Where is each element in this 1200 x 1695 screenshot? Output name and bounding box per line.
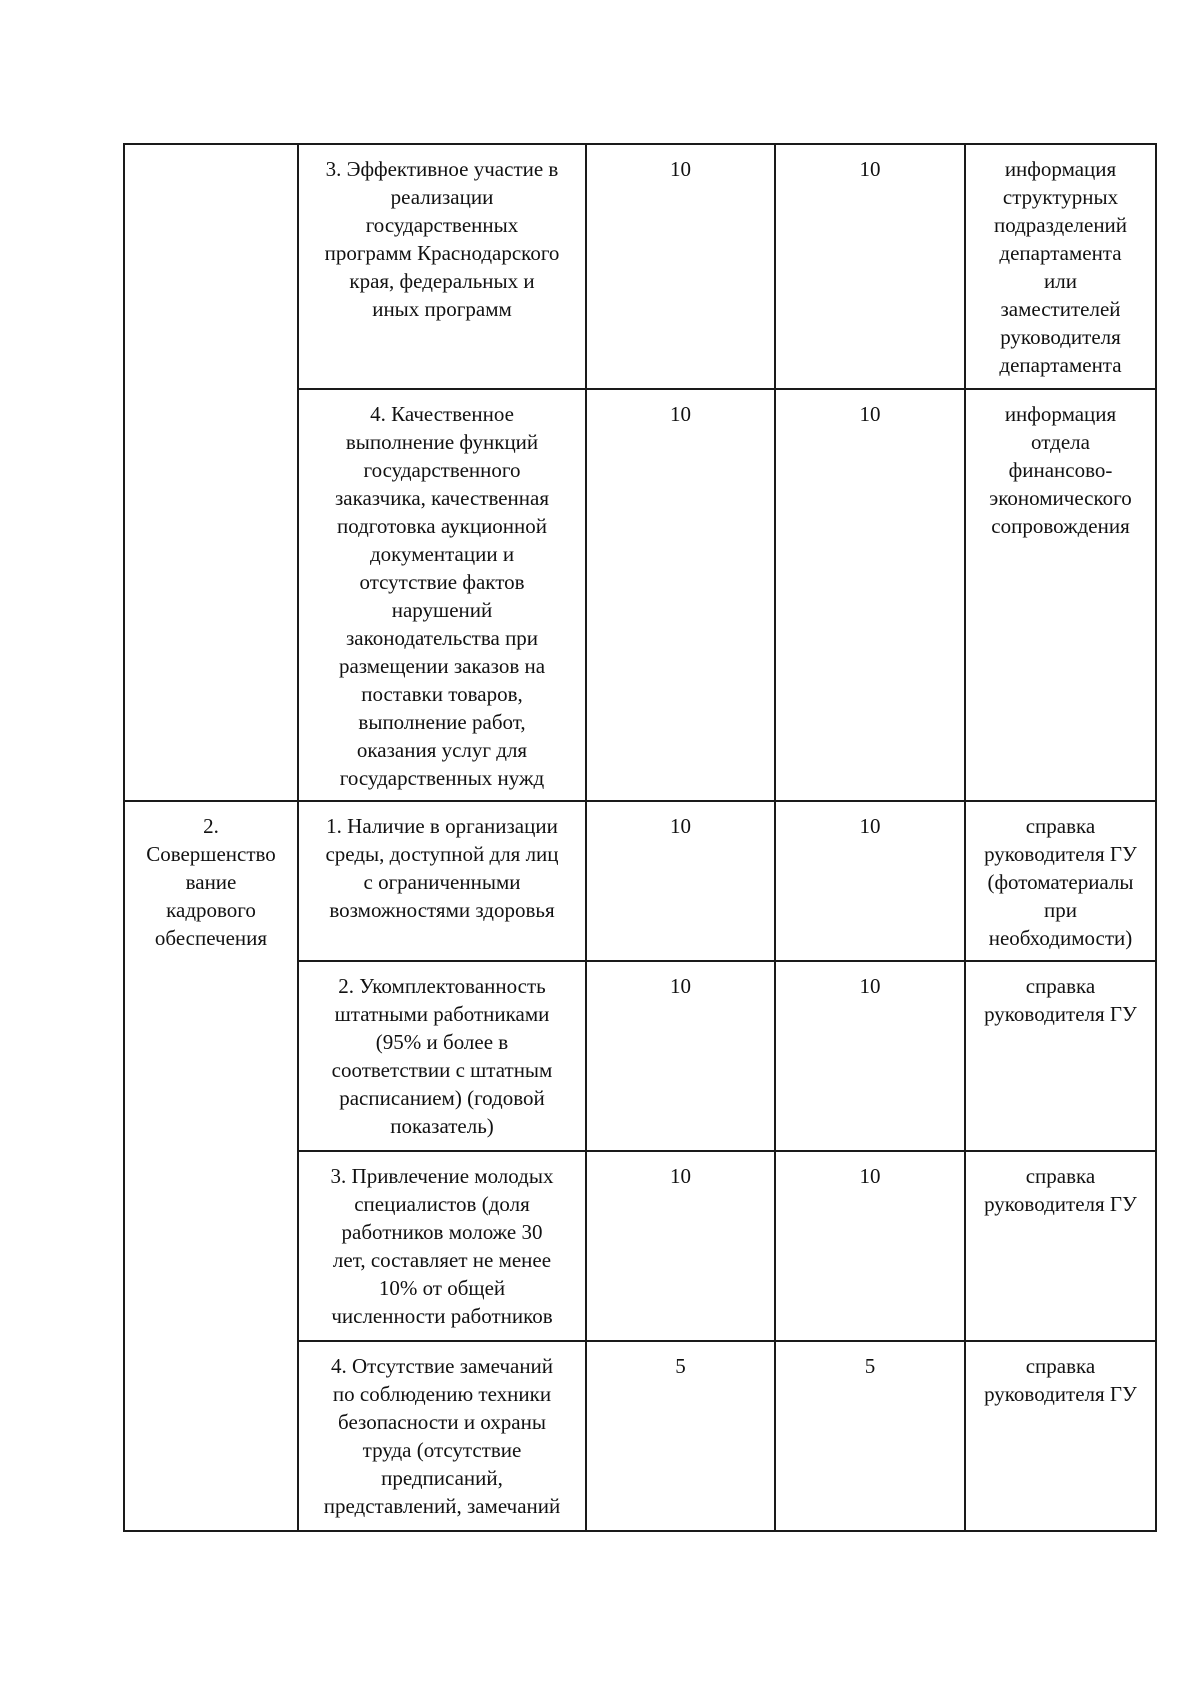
text-line: необходимости) [988, 926, 1133, 950]
text-line: 4. Качественное [370, 402, 514, 426]
text-line: Совершенство [146, 842, 276, 866]
text-line: соответствии с штатным [331, 1058, 553, 1082]
max-points-cell: 10 [586, 801, 775, 961]
text-line: размещении заказов на [338, 654, 546, 678]
points-cell: 10 [775, 389, 965, 801]
text-line: подразделений [993, 213, 1128, 237]
text-line: представлений, замечаний [323, 1494, 561, 1518]
text-line: 2. Укомплектованность [338, 974, 546, 998]
text-line: департамента [999, 241, 1122, 265]
text-line: по соблюдению техники [332, 1382, 552, 1406]
text-line: информация [1004, 402, 1117, 426]
text-line: возможностями здоровья [329, 898, 555, 922]
source-cell [965, 801, 1156, 961]
text-line: 10% от общей [378, 1276, 506, 1300]
text-line: руководителя [1000, 325, 1121, 349]
criterion-cell [298, 144, 586, 389]
text-line: среды, доступной для лиц [325, 842, 559, 866]
criteria-table-body [124, 144, 1156, 1531]
source-cell [965, 1341, 1156, 1531]
text-line: сопровождения [991, 514, 1130, 538]
text-line: штатными работниками [334, 1002, 550, 1026]
max-points-cell: 10 [586, 144, 775, 389]
text-line: специалистов (доля [354, 1192, 530, 1216]
text-line: вание [185, 870, 237, 894]
table-row [124, 144, 1156, 389]
text-line: 4. Отсутствие замечаний [330, 1354, 554, 1378]
points-cell: 10 [775, 1151, 965, 1341]
text-line: лет, составляет не менее [332, 1248, 552, 1272]
source-cell [965, 1151, 1156, 1341]
group-cell [124, 801, 298, 1531]
criterion-cell [298, 1151, 586, 1341]
points-cell: 10 [775, 961, 965, 1151]
text-line: труда (отсутствие [362, 1438, 522, 1462]
text-line: нарушений [391, 598, 493, 622]
text-line: работников моложе 30 [341, 1220, 543, 1244]
text-line: руководителя ГУ [984, 1192, 1137, 1216]
text-line: справка [1025, 814, 1096, 838]
text-line: расписанием) (годовой [339, 1086, 545, 1110]
text-line: государственных нужд [339, 766, 545, 790]
text-line: численности работников [331, 1304, 553, 1328]
text-line: 3. Привлечение молодых [330, 1164, 554, 1188]
text-line: справка [1025, 974, 1096, 998]
text-line: справка [1025, 1164, 1096, 1188]
max-points-cell: 10 [586, 961, 775, 1151]
text-line: 1. Наличие в организации [326, 814, 558, 838]
text-line: государственного [363, 458, 521, 482]
text-line: заказчика, качественная [334, 486, 550, 510]
text-line: оказания услуг для [356, 738, 528, 762]
text-line: предписаний, [381, 1466, 503, 1490]
text-line: государственных [365, 213, 519, 237]
text-line: программ Краснодарского [324, 241, 560, 265]
text-line: при [1044, 898, 1077, 922]
source-cell [965, 389, 1156, 801]
text-line: выполнение функций [345, 430, 539, 454]
text-line: края, федеральных и [349, 269, 535, 293]
text-line: с ограниченными [363, 870, 521, 894]
max-points-cell: 10 [586, 389, 775, 801]
criteria-table [123, 143, 1157, 1532]
text-line: (фотоматериалы [987, 870, 1134, 894]
text-line: 2. [203, 814, 219, 838]
text-line: экономического [989, 486, 1132, 510]
text-line: кадрового [166, 898, 256, 922]
text-line: информация [1004, 157, 1117, 181]
text-line: заместителей [1000, 297, 1121, 321]
criterion-cell [298, 801, 586, 961]
points-cell: 10 [775, 144, 965, 389]
group-cell [124, 144, 298, 801]
text-line: отсутствие фактов [359, 570, 525, 594]
source-cell [965, 961, 1156, 1151]
text-line: структурных [1002, 185, 1119, 209]
text-line: подготовка аукционной [336, 514, 548, 538]
text-line: документации и [369, 542, 515, 566]
criterion-cell [298, 1341, 586, 1531]
text-line: справка [1025, 1354, 1096, 1378]
text-line: руководителя ГУ [984, 842, 1137, 866]
points-cell: 5 [775, 1341, 965, 1531]
text-line: безопасности и охраны [338, 1410, 546, 1434]
table-row [124, 801, 1156, 961]
criterion-cell [298, 961, 586, 1151]
text-line: показатель) [390, 1114, 494, 1138]
source-cell [965, 144, 1156, 389]
text-line: руководителя ГУ [984, 1002, 1137, 1026]
max-points-cell: 5 [586, 1341, 775, 1531]
points-cell: 10 [775, 801, 965, 961]
criterion-cell [298, 389, 586, 801]
text-line: 3. Эффективное участие в [325, 157, 559, 181]
text-line: финансово- [1008, 458, 1113, 482]
text-line: реализации [390, 185, 494, 209]
text-line: выполнение работ, [358, 710, 526, 734]
text-line: поставки товаров, [361, 682, 523, 706]
text-line: или [1044, 269, 1077, 293]
text-line: департамента [999, 353, 1122, 377]
text-line: руководителя ГУ [984, 1382, 1137, 1406]
text-line: законодательства при [345, 626, 539, 650]
text-line: иных программ [372, 297, 512, 321]
text-line: обеспечения [154, 926, 268, 950]
text-line: (95% и более в [375, 1030, 509, 1054]
text-line: отдела [1031, 430, 1090, 454]
max-points-cell: 10 [586, 1151, 775, 1341]
